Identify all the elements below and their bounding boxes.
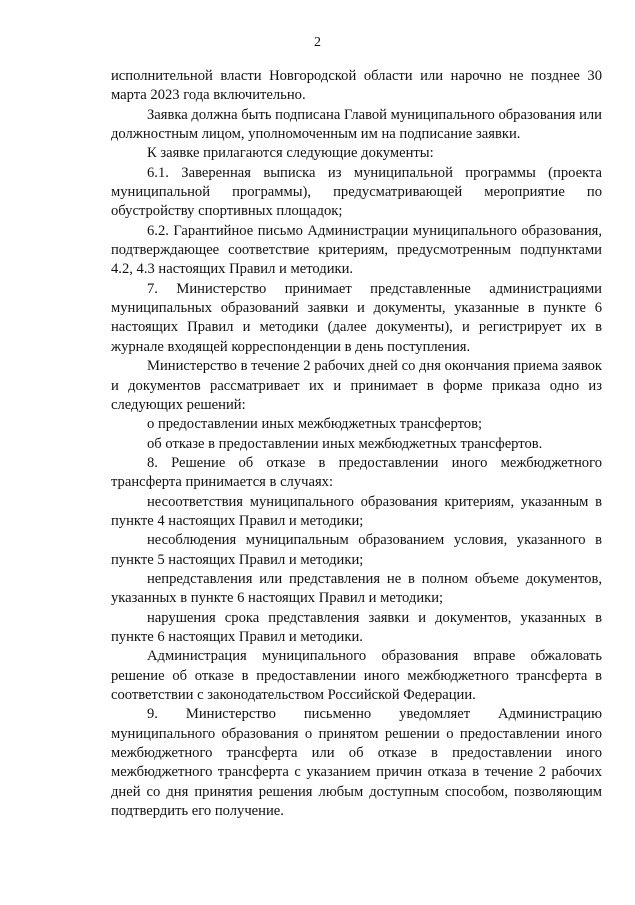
paragraph: Администрация муниципального образования вправе обжаловать решение об отказе в предоставлении иного межбюджетного трансферта в соответствии с законодательством Российской Федерации. <box>111 648 602 703</box>
paragraph: 6.1. Заверенная выписка из муниципальной программы (проекта муниципальной программы), предусматривающей мероприятие по обустройству спортивных площадок; <box>111 164 602 220</box>
paragraph: об отказе в предоставлении иных межбюджетных трансфертов. <box>147 435 543 452</box>
paragraph: 7. Министерство принимает представленные администрациями муниципальных образований заявки и документы, указанные в пункте 6 настоящих Правил и методики (далее документы), и регистрирует их в журнале входящей корреспонденции в день поступления. <box>111 280 602 355</box>
document-body <box>111 67 602 821</box>
paragraph: о предоставлении иных межбюджетных трансфертов; <box>147 416 483 433</box>
page-number: 2 <box>314 35 321 50</box>
paragraph: Заявка должна быть подписана Главой муниципального образования или должностным лицом, уполномоченным им на подписание заявки. <box>111 106 602 143</box>
paragraph: непредставления или представления не в полном объеме документов, указанных в пункте 6 настоящих Правил и методики; <box>111 570 602 607</box>
paragraph: 8. Решение об отказе в предоставлении иного межбюджетного трансферта принимается в случаях: <box>111 454 602 491</box>
paragraph: нарушения срока представления заявки и документов, указанных в пункте 6 настоящих Правил и методики. <box>111 609 602 645</box>
paragraph: несоответствия муниципального образования критериям, указанным в пункте 4 настоящих Правил и методики; <box>111 493 602 529</box>
paragraph: исполнительной власти Новгородской области или нарочно не позднее 30 марта 2023 года включительно. <box>111 68 602 104</box>
paragraph: несоблюдения муниципальным образованием условия, указанного в пункте 5 настоящих Правил и методики; <box>111 532 602 568</box>
paragraph: Министерство в течение 2 рабочих дней со дня окончания приема заявок и документов рассматривает их и принимает в форме приказа одно из следующих решений: <box>111 358 602 413</box>
paragraph: К заявке прилагаются следующие документы: <box>147 145 434 162</box>
paragraph: 9. Министерство письменно уведомляет Администрацию муниципального образования о принятом решении о предоставлении иного межбюджетного трансферта или об отказе в предоставлении иного межбюджетного трансферта с указанием причин отказа в течение 2 рабочих дней со дня принятия решения любым доступным способом, позволяющим подтвердить его получение. <box>111 706 602 820</box>
paragraph: 6.2. Гарантийное письмо Администрации муниципального образования, подтверждающее соответствие критериям, предусмотренным подпунктами 4.2, 4.3 настоящих Правил и методики. <box>111 222 602 278</box>
